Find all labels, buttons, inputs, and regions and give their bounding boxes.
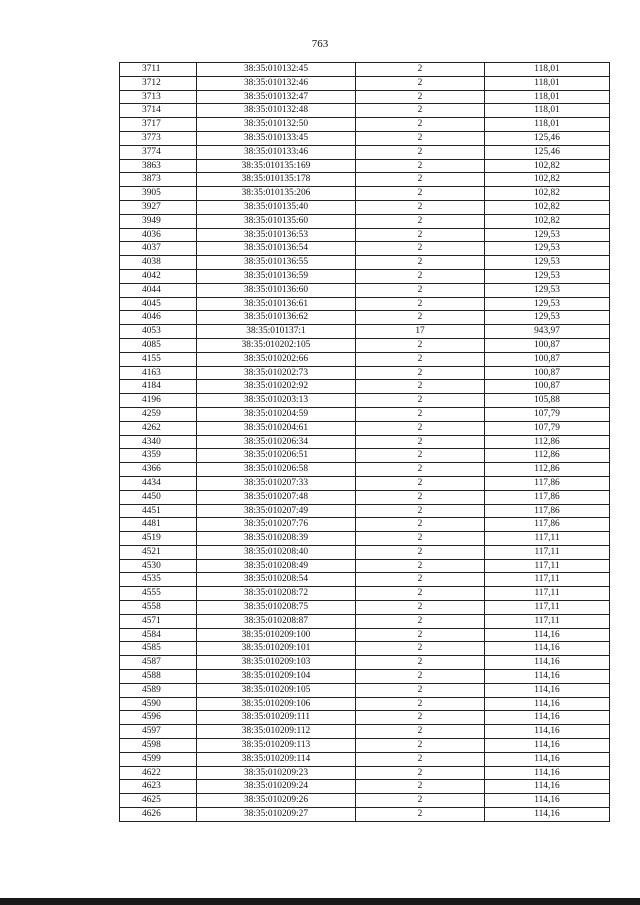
row-number-cell: 3949 [120, 214, 197, 228]
table-row [120, 614, 610, 628]
row-number-cell: 4451 [120, 504, 197, 518]
row-number-cell: 4587 [120, 656, 197, 670]
row-number-cell: 4589 [120, 683, 197, 697]
row-number-cell: 3714 [120, 104, 197, 118]
count-cell: 2 [356, 104, 485, 118]
cadastral-number-cell: 38:35:010209:114 [197, 752, 356, 766]
count-cell: 2 [356, 118, 485, 132]
row-number-cell: 4584 [120, 628, 197, 642]
cadastral-number-cell: 38:35:010207:48 [197, 490, 356, 504]
cadastral-number-cell: 38:35:010209:112 [197, 725, 356, 739]
row-number-cell: 4038 [120, 256, 197, 270]
row-number-cell: 4519 [120, 532, 197, 546]
row-number-cell: 4599 [120, 752, 197, 766]
area-cell: 117,11 [485, 573, 610, 587]
row-number-cell: 4053 [120, 325, 197, 339]
area-cell: 114,16 [485, 683, 610, 697]
area-cell: 117,86 [485, 518, 610, 532]
area-cell: 114,16 [485, 628, 610, 642]
table-row [120, 656, 610, 670]
count-cell: 2 [356, 697, 485, 711]
cadastral-number-cell: 38:35:010136:54 [197, 242, 356, 256]
area-cell: 117,11 [485, 614, 610, 628]
table-row [120, 214, 610, 228]
area-cell: 117,86 [485, 476, 610, 490]
count-cell: 2 [356, 532, 485, 546]
table-row [120, 421, 610, 435]
count-cell: 2 [356, 573, 485, 587]
area-cell: 112,86 [485, 463, 610, 477]
table-row [120, 394, 610, 408]
area-cell: 114,16 [485, 670, 610, 684]
cadastral-number-cell: 38:35:010136:55 [197, 256, 356, 270]
table-row [120, 504, 610, 518]
count-cell: 2 [356, 587, 485, 601]
table-row [120, 366, 610, 380]
area-cell: 114,16 [485, 697, 610, 711]
cadastral-number-cell: 38:35:010206:34 [197, 435, 356, 449]
row-number-cell: 4359 [120, 449, 197, 463]
table-row [120, 173, 610, 187]
cadastral-number-cell: 38:35:010132:45 [197, 63, 356, 77]
count-cell: 2 [356, 90, 485, 104]
count-cell: 2 [356, 794, 485, 808]
table-row [120, 463, 610, 477]
table-row [120, 780, 610, 794]
cadastral-number-cell: 38:35:010135:178 [197, 173, 356, 187]
area-cell: 118,01 [485, 76, 610, 90]
cadastral-number-cell: 38:35:010208:87 [197, 614, 356, 628]
row-number-cell: 4530 [120, 559, 197, 573]
count-cell: 2 [356, 407, 485, 421]
row-number-cell: 3873 [120, 173, 197, 187]
count-cell: 2 [356, 421, 485, 435]
row-number-cell: 4163 [120, 366, 197, 380]
row-number-cell: 4450 [120, 490, 197, 504]
row-number-cell: 4626 [120, 808, 197, 822]
area-cell: 117,11 [485, 559, 610, 573]
row-number-cell: 4558 [120, 601, 197, 615]
count-cell: 2 [356, 366, 485, 380]
area-cell: 114,16 [485, 780, 610, 794]
cadastral-number-cell: 38:35:010132:46 [197, 76, 356, 90]
table-row [120, 187, 610, 201]
row-number-cell: 3717 [120, 118, 197, 132]
count-cell: 2 [356, 311, 485, 325]
cadastral-number-cell: 38:35:010209:113 [197, 739, 356, 753]
cadastral-number-cell: 38:35:010209:111 [197, 711, 356, 725]
row-number-cell: 4259 [120, 407, 197, 421]
cadastral-number-cell: 38:35:010204:61 [197, 421, 356, 435]
row-number-cell: 4085 [120, 338, 197, 352]
table-row [120, 601, 610, 615]
table-row [120, 228, 610, 242]
count-cell: 2 [356, 642, 485, 656]
table-row [120, 476, 610, 490]
area-cell: 117,11 [485, 587, 610, 601]
area-cell: 129,53 [485, 242, 610, 256]
count-cell: 2 [356, 131, 485, 145]
area-cell: 117,86 [485, 490, 610, 504]
cadastral-number-cell: 38:35:010207:76 [197, 518, 356, 532]
row-number-cell: 3863 [120, 159, 197, 173]
row-number-cell: 3711 [120, 63, 197, 77]
cadastral-number-cell: 38:35:010209:23 [197, 766, 356, 780]
area-cell: 105,88 [485, 394, 610, 408]
count-cell: 2 [356, 283, 485, 297]
cadastral-number-cell: 38:35:010132:47 [197, 90, 356, 104]
table-row [120, 711, 610, 725]
area-cell: 129,53 [485, 311, 610, 325]
table-row [120, 435, 610, 449]
row-number-cell: 4036 [120, 228, 197, 242]
cadastral-number-cell: 38:35:010136:59 [197, 269, 356, 283]
area-cell: 114,16 [485, 752, 610, 766]
table-row [120, 256, 610, 270]
area-cell: 102,82 [485, 159, 610, 173]
count-cell: 2 [356, 214, 485, 228]
area-cell: 107,79 [485, 407, 610, 421]
data-table [119, 62, 610, 822]
area-cell: 100,87 [485, 352, 610, 366]
area-cell: 943,97 [485, 325, 610, 339]
area-cell: 117,11 [485, 601, 610, 615]
row-number-cell: 4596 [120, 711, 197, 725]
table-row [120, 311, 610, 325]
area-cell: 102,82 [485, 187, 610, 201]
cadastral-number-cell: 38:35:010208:72 [197, 587, 356, 601]
count-cell: 2 [356, 808, 485, 822]
count-cell: 2 [356, 614, 485, 628]
row-number-cell: 3712 [120, 76, 197, 90]
count-cell: 2 [356, 63, 485, 77]
count-cell: 2 [356, 394, 485, 408]
cadastral-number-cell: 38:35:010135:206 [197, 187, 356, 201]
table-row [120, 76, 610, 90]
row-number-cell: 4262 [120, 421, 197, 435]
row-number-cell: 4535 [120, 573, 197, 587]
row-number-cell: 4625 [120, 794, 197, 808]
cadastral-number-cell: 38:35:010136:62 [197, 311, 356, 325]
count-cell: 2 [356, 601, 485, 615]
count-cell: 2 [356, 242, 485, 256]
cadastral-number-cell: 38:35:010202:105 [197, 338, 356, 352]
cadastral-number-cell: 38:35:010209:103 [197, 656, 356, 670]
count-cell: 2 [356, 559, 485, 573]
row-number-cell: 4196 [120, 394, 197, 408]
table-body [120, 63, 610, 822]
row-number-cell: 4155 [120, 352, 197, 366]
count-cell: 2 [356, 518, 485, 532]
cadastral-number-cell: 38:35:010208:54 [197, 573, 356, 587]
area-cell: 114,16 [485, 656, 610, 670]
count-cell: 2 [356, 476, 485, 490]
cadastral-number-cell: 38:35:010209:105 [197, 683, 356, 697]
table-row [120, 325, 610, 339]
cadastral-number-cell: 38:35:010202:92 [197, 380, 356, 394]
cadastral-number-cell: 38:35:010207:33 [197, 476, 356, 490]
table-row [120, 683, 610, 697]
count-cell: 2 [356, 545, 485, 559]
cadastral-number-cell: 38:35:010132:50 [197, 118, 356, 132]
cadastral-number-cell: 38:35:010136:53 [197, 228, 356, 242]
table-row [120, 269, 610, 283]
table-row [120, 104, 610, 118]
table-row [120, 808, 610, 822]
count-cell: 2 [356, 766, 485, 780]
cadastral-number-cell: 38:35:010136:61 [197, 297, 356, 311]
count-cell: 17 [356, 325, 485, 339]
cadastral-number-cell: 38:35:010206:58 [197, 463, 356, 477]
table-row [120, 352, 610, 366]
table-row [120, 63, 610, 77]
count-cell: 2 [356, 187, 485, 201]
area-cell: 129,53 [485, 297, 610, 311]
table-row [120, 739, 610, 753]
cadastral-number-cell: 38:35:010209:106 [197, 697, 356, 711]
cadastral-number-cell: 38:35:010209:24 [197, 780, 356, 794]
table-row [120, 490, 610, 504]
cadastral-number-cell: 38:35:010133:46 [197, 145, 356, 159]
table-row [120, 752, 610, 766]
count-cell: 2 [356, 725, 485, 739]
count-cell: 2 [356, 711, 485, 725]
area-cell: 102,82 [485, 173, 610, 187]
table-row [120, 159, 610, 173]
table-row [120, 90, 610, 104]
cadastral-number-cell: 38:35:010209:101 [197, 642, 356, 656]
area-cell: 112,86 [485, 449, 610, 463]
area-cell: 125,46 [485, 145, 610, 159]
row-number-cell: 3905 [120, 187, 197, 201]
area-cell: 114,16 [485, 766, 610, 780]
area-cell: 118,01 [485, 90, 610, 104]
count-cell: 2 [356, 256, 485, 270]
table-row [120, 131, 610, 145]
area-cell: 102,82 [485, 214, 610, 228]
count-cell: 2 [356, 739, 485, 753]
area-cell: 114,16 [485, 808, 610, 822]
table-row [120, 642, 610, 656]
table-row [120, 200, 610, 214]
area-cell: 117,11 [485, 545, 610, 559]
row-number-cell: 4623 [120, 780, 197, 794]
area-cell: 114,16 [485, 725, 610, 739]
area-cell: 129,53 [485, 256, 610, 270]
cadastral-number-cell: 38:35:010209:26 [197, 794, 356, 808]
count-cell: 2 [356, 752, 485, 766]
row-number-cell: 4590 [120, 697, 197, 711]
table-row [120, 559, 610, 573]
row-number-cell: 4555 [120, 587, 197, 601]
row-number-cell: 4184 [120, 380, 197, 394]
row-number-cell: 4622 [120, 766, 197, 780]
count-cell: 2 [356, 449, 485, 463]
row-number-cell: 3774 [120, 145, 197, 159]
area-cell: 129,53 [485, 283, 610, 297]
area-cell: 102,82 [485, 200, 610, 214]
count-cell: 2 [356, 656, 485, 670]
row-number-cell: 4597 [120, 725, 197, 739]
area-cell: 114,16 [485, 711, 610, 725]
count-cell: 2 [356, 504, 485, 518]
area-cell: 118,01 [485, 63, 610, 77]
cadastral-number-cell: 38:35:010202:66 [197, 352, 356, 366]
table-row [120, 118, 610, 132]
cadastral-number-cell: 38:35:010137:1 [197, 325, 356, 339]
cadastral-number-cell: 38:35:010208:75 [197, 601, 356, 615]
area-cell: 100,87 [485, 338, 610, 352]
area-cell: 114,16 [485, 794, 610, 808]
table-row [120, 545, 610, 559]
cadastral-number-cell: 38:35:010202:73 [197, 366, 356, 380]
area-cell: 125,46 [485, 131, 610, 145]
row-number-cell: 3713 [120, 90, 197, 104]
row-number-cell: 4044 [120, 283, 197, 297]
row-number-cell: 4598 [120, 739, 197, 753]
table-row [120, 725, 610, 739]
table-row [120, 532, 610, 546]
count-cell: 2 [356, 269, 485, 283]
area-cell: 129,53 [485, 228, 610, 242]
row-number-cell: 4588 [120, 670, 197, 684]
row-number-cell: 4340 [120, 435, 197, 449]
table-row [120, 573, 610, 587]
scan-edge-bar [0, 898, 640, 905]
cadastral-number-cell: 38:35:010203:13 [197, 394, 356, 408]
cadastral-number-cell: 38:35:010204:59 [197, 407, 356, 421]
cadastral-number-cell: 38:35:010209:104 [197, 670, 356, 684]
area-cell: 114,16 [485, 642, 610, 656]
cadastral-number-cell: 38:35:010136:60 [197, 283, 356, 297]
table-row [120, 518, 610, 532]
row-number-cell: 4045 [120, 297, 197, 311]
cadastral-number-cell: 38:35:010208:40 [197, 545, 356, 559]
count-cell: 2 [356, 76, 485, 90]
area-cell: 117,86 [485, 504, 610, 518]
count-cell: 2 [356, 490, 485, 504]
row-number-cell: 4366 [120, 463, 197, 477]
count-cell: 2 [356, 683, 485, 697]
cadastral-number-cell: 38:35:010209:27 [197, 808, 356, 822]
table-row [120, 407, 610, 421]
row-number-cell: 3773 [120, 131, 197, 145]
count-cell: 2 [356, 435, 485, 449]
cadastral-number-cell: 38:35:010135:40 [197, 200, 356, 214]
cadastral-number-cell: 38:35:010209:100 [197, 628, 356, 642]
area-cell: 112,86 [485, 435, 610, 449]
table-row [120, 283, 610, 297]
count-cell: 2 [356, 173, 485, 187]
table-row [120, 145, 610, 159]
area-cell: 118,01 [485, 104, 610, 118]
count-cell: 2 [356, 628, 485, 642]
count-cell: 2 [356, 200, 485, 214]
table-row [120, 766, 610, 780]
cadastral-number-cell: 38:35:010135:169 [197, 159, 356, 173]
area-cell: 118,01 [485, 118, 610, 132]
table-row [120, 628, 610, 642]
table-row [120, 297, 610, 311]
cadastral-number-cell: 38:35:010208:49 [197, 559, 356, 573]
count-cell: 2 [356, 338, 485, 352]
cadastral-number-cell: 38:35:010207:49 [197, 504, 356, 518]
area-cell: 114,16 [485, 739, 610, 753]
row-number-cell: 4585 [120, 642, 197, 656]
table-row [120, 697, 610, 711]
row-number-cell: 4571 [120, 614, 197, 628]
table-row [120, 587, 610, 601]
count-cell: 2 [356, 380, 485, 394]
page-number: 763 [311, 38, 329, 50]
table-row [120, 449, 610, 463]
cadastral-number-cell: 38:35:010133:45 [197, 131, 356, 145]
cadastral-number-cell: 38:35:010135:60 [197, 214, 356, 228]
count-cell: 2 [356, 228, 485, 242]
table-row [120, 338, 610, 352]
row-number-cell: 4521 [120, 545, 197, 559]
count-cell: 2 [356, 463, 485, 477]
row-number-cell: 4042 [120, 269, 197, 283]
area-cell: 117,11 [485, 532, 610, 546]
row-number-cell: 4046 [120, 311, 197, 325]
area-cell: 100,87 [485, 380, 610, 394]
cadastral-number-cell: 38:35:010208:39 [197, 532, 356, 546]
area-cell: 107,79 [485, 421, 610, 435]
table-row [120, 794, 610, 808]
area-cell: 129,53 [485, 269, 610, 283]
count-cell: 2 [356, 145, 485, 159]
row-number-cell: 4434 [120, 476, 197, 490]
count-cell: 2 [356, 159, 485, 173]
table-row [120, 670, 610, 684]
cadastral-number-cell: 38:35:010132:48 [197, 104, 356, 118]
count-cell: 2 [356, 780, 485, 794]
count-cell: 2 [356, 297, 485, 311]
row-number-cell: 3927 [120, 200, 197, 214]
cadastral-number-cell: 38:35:010206:51 [197, 449, 356, 463]
table-row [120, 380, 610, 394]
table-row [120, 242, 610, 256]
count-cell: 2 [356, 352, 485, 366]
row-number-cell: 4481 [120, 518, 197, 532]
area-cell: 100,87 [485, 366, 610, 380]
row-number-cell: 4037 [120, 242, 197, 256]
count-cell: 2 [356, 670, 485, 684]
